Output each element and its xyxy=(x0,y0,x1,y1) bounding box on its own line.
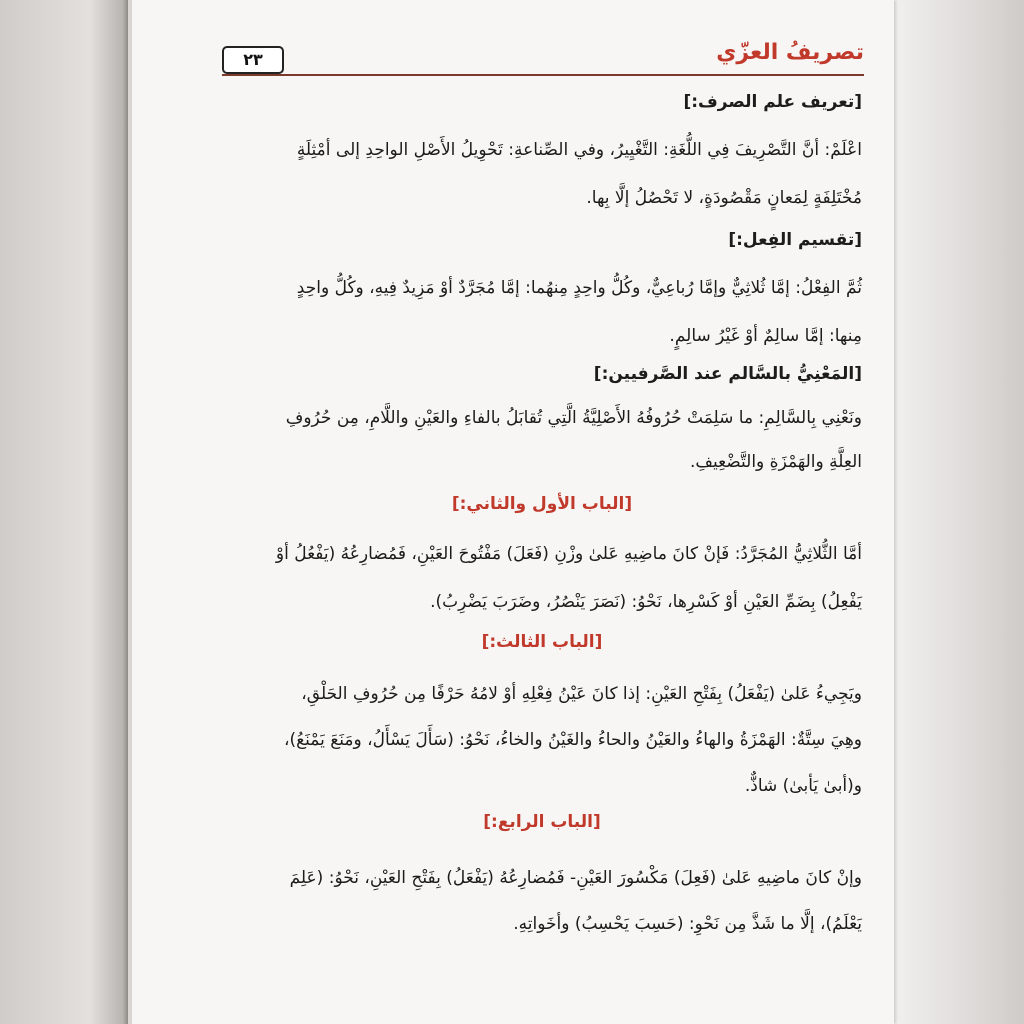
paragraph-line: اعْلَمْ: أنَّ التَّصْرِيفَ فِي اللُّغَةِ: التَّغْيِيرُ، وفي الصِّناعةِ: تَحْوِيلُ الأَصْلِ الواحِدِ إلى أمْثِلَةٍ xyxy=(296,140,862,160)
paragraph-line: مِنها: إمَّا سالِمٌ أوْ غَيْرُ سالِمٍ. xyxy=(669,326,862,346)
section-heading-definition: [تعريف علم الصرف:] xyxy=(683,92,862,112)
book-edge xyxy=(894,0,1024,1024)
paragraph-line: وهِيَ سِتَّةٌ: الهَمْزَةُ والهاءُ والعَيْنُ والحاءُ والغَيْنُ والخاءُ، نَحْوُ: (سَأَلَ يَسْأَلُ، ومَنَعَ يَمْنَعُ)، xyxy=(283,730,862,750)
page-number: ٢٣ xyxy=(222,46,284,74)
paragraph-line: يَعْلَمُ)، إلَّا ما شَذَّ مِن نَحْوِ: (حَسِبَ يَحْسِبُ) وأخَواتِهِ. xyxy=(513,914,862,934)
paragraph-line: ونَعْنِي بِالسَّالِمِ: ما سَلِمَتْ حُرُوفُهُ الأَصْلِيَّةُ الَّتِي تُقابَلُ بالفاءِ والعَيْنِ واللَّامِ، مِن حُرُوفِ xyxy=(285,408,862,428)
paragraph-line: يَفْعِلُ) بِضَمِّ العَيْنِ أوْ كَسْرِها، نَحْوُ: (نَصَرَ يَنْصُرُ، وضَرَبَ يَضْرِبُ). xyxy=(430,592,862,612)
section-heading-sound: [المَعْنِيُّ بالسَّالم عند الصَّرفيين:] xyxy=(593,364,862,384)
paragraph-line: أمَّا الثُّلاثِيُّ المُجَرَّدُ: فَإنْ كانَ ماضِيهِ عَلىٰ وزْنِ (فَعَلَ) مَفْتُوحَ العَيْنِ، فَمُضارِعُهُ (يَفْعُلُ أوْ xyxy=(275,544,862,564)
paragraph-line: ثُمَّ الفِعْلُ: إمَّا ثُلاثِيٌّ وإمَّا رُباعِيٌّ، وكُلُّ واحِدٍ مِنهُما: إمَّا مُجَرَّدٌ أوْ مَزِيدٌ فِيهِ، وكُلُّ واحِدٍ xyxy=(296,278,862,298)
book-title: تصريفُ العزّي xyxy=(716,40,864,65)
section-heading-bab-1-2: [الباب الأول والثاني:] xyxy=(451,494,633,514)
page-header xyxy=(222,40,864,76)
section-heading-bab-4: [الباب الرابع:] xyxy=(483,812,601,832)
book-page xyxy=(132,0,894,1024)
paragraph-line: مُخْتَلِفَةٍ لِمَعانٍ مَقْصُودَةٍ، لا تَحْصُلُ إلَّا بِها. xyxy=(586,188,862,208)
paragraph-line: وإنْ كانَ ماضِيهِ عَلىٰ (فَعِلَ) مَكْسُورَ العَيْنِ- فَمُضارِعُهُ (يَفْعَلُ) بِفَتْحِ العَيْنِ، نَحْوُ: (عَلِمَ xyxy=(289,868,862,888)
section-heading-bab-3: [الباب الثالث:] xyxy=(481,632,603,652)
paragraph-line: و(أبىٰ يَأبىٰ) شاذٌّ. xyxy=(744,776,862,796)
paragraph-line: ويَجِيءُ عَلىٰ (يَفْعَلُ) بِفَتْحِ العَيْنِ: إذا كانَ عَيْنُ فِعْلِهِ أوْ لامُهُ حَرْفًا مِن حُرُوفِ الحَلْقِ، xyxy=(301,684,862,704)
book-spine xyxy=(0,0,128,1024)
paragraph-line: العِلَّةِ والهَمْزَةِ والتَّضْعِيفِ. xyxy=(689,452,862,472)
section-heading-division: [تقسيم الفِعل:] xyxy=(728,230,862,250)
header-divider xyxy=(222,74,864,76)
